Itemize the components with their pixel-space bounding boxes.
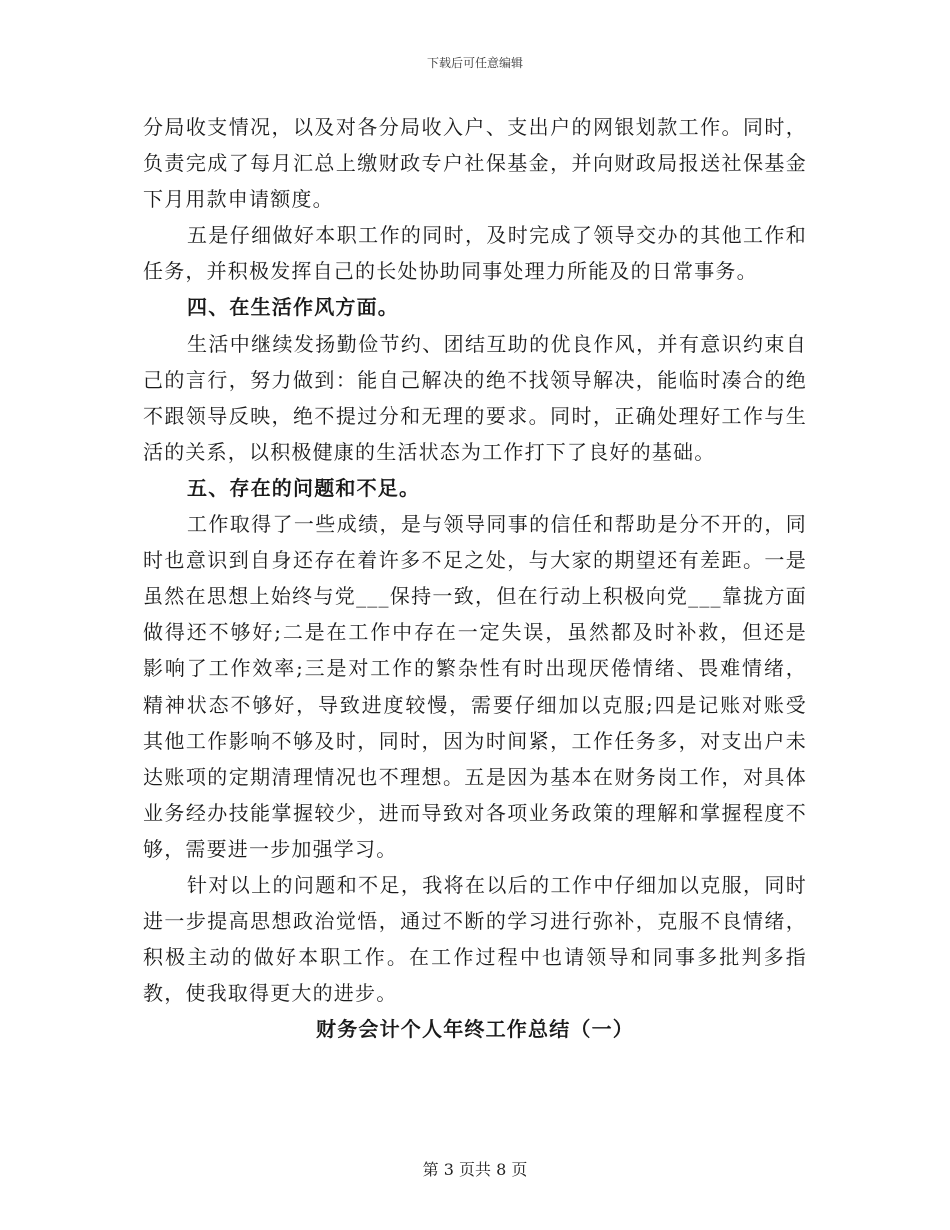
section-heading-problems: 五、存在的问题和不足。 xyxy=(187,475,421,500)
paragraph-continuation: 分局收支情况，以及对各分局收入户、支出户的网银划款工作。同时，负责完成了每月汇总上缴财政专户社保基金，并向财政局报送社保基金下月用款申请额度。 xyxy=(143,115,807,212)
section-heading-lifestyle: 四、在生活作风方面。 xyxy=(187,295,399,320)
paragraph-fifth-point: 五是仔细做好本职工作的同时，及时完成了领导交办的其他工作和任务，并积极发挥自己的长处协助同事处理力所能及的日常事务。 xyxy=(143,223,807,284)
page-header: 下载后可任意编辑 xyxy=(426,56,523,70)
paragraph-problems: 工作取得了一些成绩，是与领导同事的信任和帮助是分不开的，同时也意识到自身还存在着许多不足之处，与大家的期望还有差距。一是虽然在思想上始终与党___保持一致，但在行动上积极向党___靠拢方面做得还不够好;二是在工作中存在一定失误，虽然都及时补救，但还是影响了工作效率;三是对工作的繁杂性有时出现厌倦情绪、畏难情绪，精神状态不够好，导致进度较慢，需要仔细加以克服;四是记账对账受其他工作影响不够及时，同时，因为时间紧，工作任务多，对支出户未达账项的定期清理情况也不理想。五是因为基本在财务岗工作，对具体业务经办技能掌握较少，进而导致对各项业务政策的理解和掌握程度不够，需要进一步加强学习。 xyxy=(143,512,807,861)
paragraph-lifestyle: 生活中继续发扬勤俭节约、团结互助的优良作风，并有意识约束自己的言行，努力做到：能自己解决的绝不找领导解决，能临时凑合的绝不跟领导反映，绝不提过分和无理的要求。同时，正确处理好工作与生活的关系，以积极健康的生活状态为工作打下了良好的基础。 xyxy=(143,331,807,464)
page-number: 第 3 页共 8 页 xyxy=(422,1160,528,1179)
paragraph-improvements: 针对以上的问题和不足，我将在以后的工作中仔细加以克服，同时进一步提高思想政治觉悟，通过不断的学习进行弥补，克服不良情绪，积极主动的做好本职工作。在工作过程中也请领导和同事多批判多指教，使我取得更大的进步。 xyxy=(143,872,807,1006)
document-title: 财务会计个人年终工作总结（一） xyxy=(316,1017,634,1042)
document-body xyxy=(143,109,807,1047)
